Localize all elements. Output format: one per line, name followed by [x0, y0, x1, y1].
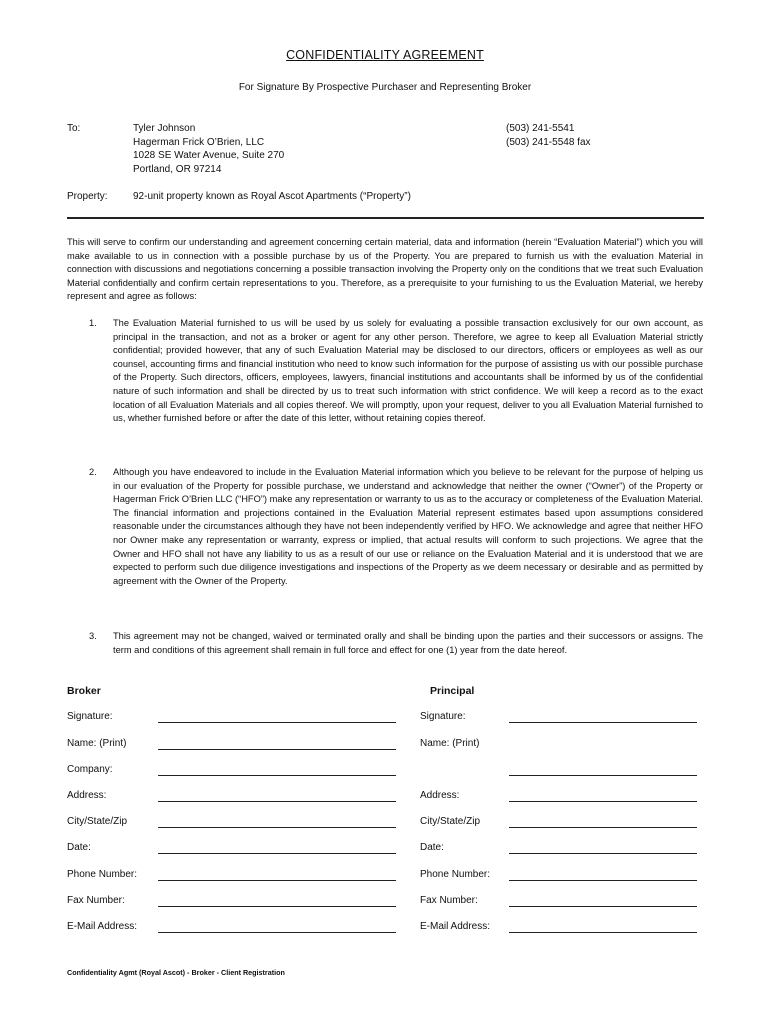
- broker-address-label: Address:: [67, 790, 107, 801]
- clause-text: Although you have endeavored to include in the Evaluation Material information which you believe to be relevant for the purpose of helping us in our evaluation of the Property for possible purchase, we understand and acknowledge that neither the owner (“Owner”) of the Property or Hagerman Frick O’Brien LLC (“HFO”) make any representation or warranty to us as to the accuracy or completeness of the Evaluation Material. The financial information and projections contained in the Evaluation Material represent estimates based upon assumptions considered reasonable under the circumstances although they have not been independently verified by HFO. We acknowledge and agree that neither HFO nor Owner make any representation or warranty, express or implied, that actual results will conform to such projections. We agree that the Owner and HFO shall not have any liability to us as a result of our use or reliance on the Evaluation Material and it is understood that we are expected to perform such due diligence investigations and inspections of the Property as we deem necessary or desirable and as permitted by agreement with the Owner of the Property.: [113, 467, 703, 586]
- recipient-name: Tyler Johnson: [133, 123, 196, 134]
- principal-phone-field[interactable]: [509, 880, 697, 881]
- document-subtitle: For Signature By Prospective Purchaser and Representing Broker: [238, 82, 532, 93]
- clause-number: 3.: [89, 631, 97, 641]
- broker-email-field[interactable]: [158, 932, 396, 933]
- principal-phone-label: Phone Number:: [420, 869, 491, 880]
- broker-name-field[interactable]: [158, 749, 396, 750]
- recipient-street: 1028 SE Water Avenue, Suite 270: [133, 150, 285, 161]
- recipient-company: Hagerman Frick O’Brien, LLC: [133, 136, 265, 148]
- broker-city-state-zip-label: City/State/Zip: [67, 816, 128, 827]
- recipient-address: [133, 122, 284, 176]
- document-title: CONFIDENTIALITY AGREEMENT: [286, 48, 484, 62]
- broker-company-label: Company:: [67, 764, 113, 775]
- broker-date-field[interactable]: [158, 853, 396, 854]
- principal-signature-label: Signature:: [420, 711, 466, 722]
- broker-fax-field[interactable]: [158, 906, 396, 907]
- header-divider: [67, 217, 704, 219]
- principal-name-label: Name: (Print): [420, 738, 480, 749]
- principal-name-field[interactable]: [509, 775, 697, 776]
- recipient-contact: [506, 122, 591, 149]
- principal-email-field[interactable]: [509, 932, 697, 933]
- recipient-city: Portland, OR 97214: [133, 163, 222, 175]
- clause-text: This agreement may not be changed, waived or terminated orally and shall be binding upon the parties and their successors or assigns. The term and conditions of this agreement shall remain in full force and effect for one (1) year from the date hereof.: [113, 631, 703, 655]
- clause-text: The Evaluation Material furnished to us will be used by us solely for evaluating a possible transaction exclusively for our own account, as principal in the transaction, and not as a broker or agent for any other person. Therefore, we agree to keep all Evaluation Material strictly confidential; provided however, that any of such Evaluation Material may be disclosed to our directors, officers or employees as well as our counsel, accounting firms and financial institution who need to know such information for the purpose of assisting us with our possible purchase of the Property. Such directors, officers, employees, lawyers, financial institutions and accountants shall be informed by us of the confidential nature of such information and shall be directed by us to treat such information with strict confidence. We will keep a record as to the exact location of all Evaluation Materials and all copies thereof. We will promptly, upon your request, deliver to you all Evaluation Material furnished to us, whether furnished before or after the date of this letter, without retaining copies thereof.: [113, 318, 703, 424]
- principal-date-field[interactable]: [509, 853, 697, 854]
- property-label: Property:: [67, 191, 108, 202]
- intro-paragraph: This will serve to confirm our understanding and agreement concerning certain material, data and information (herein “Evaluation Material”) which you will make available to us in connection with a possible purchase by us of the Property. You are prepared to furnish us with the evaluation Material in connection with discussions and negotiations concerning a possible transaction involving the Property only on the conditions that we treat such Evaluation Material confidentially and confirm certain representations to you. Therefore, as a prerequisite to your furnishing to us the Evaluation Material, we hereby represent and agree as follows:: [67, 237, 703, 302]
- broker-email-label: E-Mail Address:: [67, 921, 138, 932]
- principal-date-label: Date:: [420, 842, 444, 853]
- property-value: 92-unit property known as Royal Ascot Apartments (“Property”): [133, 191, 411, 202]
- principal-fax-label: Fax Number:: [420, 895, 478, 906]
- clause-number: 2.: [89, 467, 97, 477]
- principal-email-label: E-Mail Address:: [420, 921, 491, 932]
- broker-date-label: Date:: [67, 842, 91, 853]
- broker-signature-field[interactable]: [158, 722, 396, 723]
- principal-signature-field[interactable]: [509, 722, 697, 723]
- recipient-fax: (503) 241-5548 fax: [506, 136, 591, 148]
- clause-number: 1.: [89, 318, 97, 328]
- principal-city-state-zip-field[interactable]: [509, 827, 697, 828]
- broker-signature-label: Signature:: [67, 711, 113, 722]
- broker-phone-field[interactable]: [158, 880, 396, 881]
- broker-heading: Broker: [67, 685, 101, 697]
- broker-fax-label: Fax Number:: [67, 895, 125, 906]
- to-label: To:: [67, 123, 81, 134]
- principal-city-state-zip-label: City/State/Zip: [420, 816, 481, 827]
- principal-fax-field[interactable]: [509, 906, 697, 907]
- page-footer: Confidentiality Agmt (Royal Ascot) - Broker - Client Registration: [67, 968, 285, 977]
- broker-name-label: Name: (Print): [67, 738, 127, 749]
- broker-company-field[interactable]: [158, 775, 396, 776]
- principal-heading: Principal: [430, 685, 475, 697]
- recipient-phone: (503) 241-5541: [506, 123, 575, 134]
- principal-address-label: Address:: [420, 790, 460, 801]
- broker-address-field[interactable]: [158, 801, 396, 802]
- broker-city-state-zip-field[interactable]: [158, 827, 396, 828]
- broker-phone-label: Phone Number:: [67, 869, 138, 880]
- principal-address-field[interactable]: [509, 801, 697, 802]
